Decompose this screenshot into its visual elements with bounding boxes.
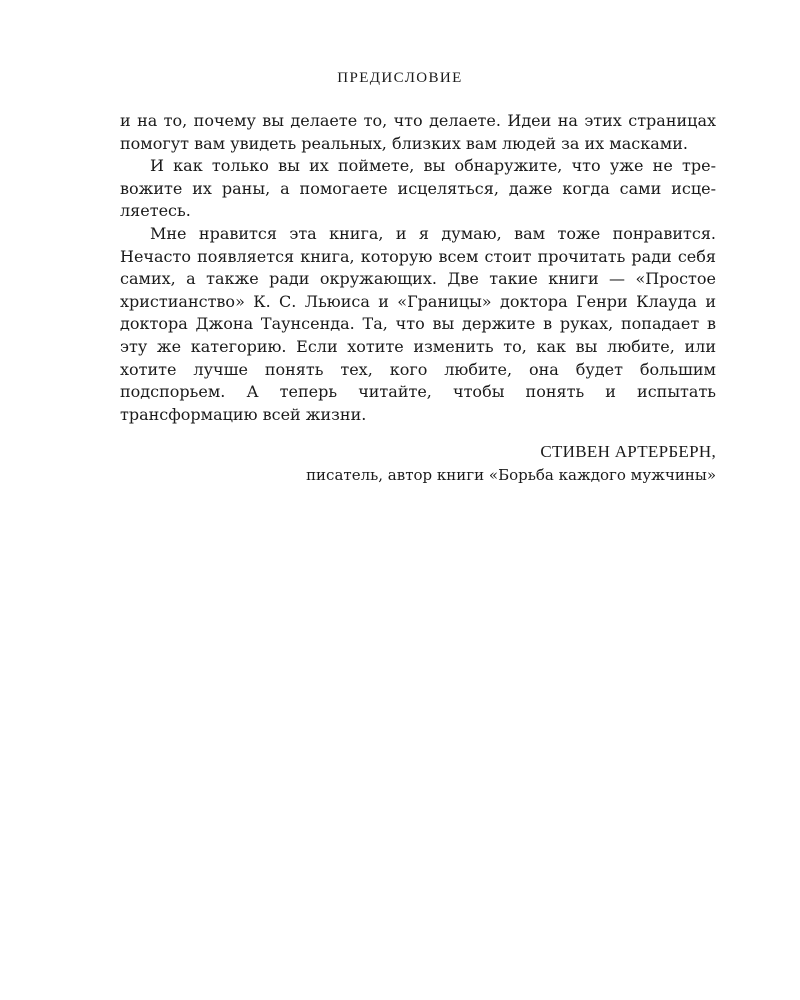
paragraph: И как только вы их поймете, вы обнаружите, что уже не тревожите их раны, а помогаете исцеляться, даже когда сами исцеляетесь. xyxy=(120,156,716,221)
paragraph-continuation: и на то, почему вы делаете то, что делаете. Идеи на этих страницах помогут вам увидеть реальных, близких вам людей за их масками. xyxy=(120,111,716,153)
running-header-title: ПРЕДИСЛОВИЕ xyxy=(337,70,463,86)
body-text xyxy=(120,110,716,486)
paragraph: Мне нравится эта книга, и я думаю, вам тоже понравится. Нечасто появляется книга, которую всем стоит прочитать ради себя самих, а также ради окружающих. Две такие книги — «Простое христианство» К. С. Льюиса и «Границы» доктора Генри Клауда и доктора Джона Таунсенда. Та, что вы держите в руках, попадает в эту же категорию. Если хотите изменить то, как вы любите, или хотите лучше понять тех, кого любите, она будет большим подспорьем. А теперь читайте, чтобы понять и испытать трансформацию всей жизни. xyxy=(120,223,716,424)
signature-name: СТИВЕН АРТЕРБЕРН, xyxy=(540,442,716,462)
signature-description: писатель, автор книги «Борьба каждого мужчины» xyxy=(306,466,716,485)
author-signature xyxy=(120,440,716,486)
